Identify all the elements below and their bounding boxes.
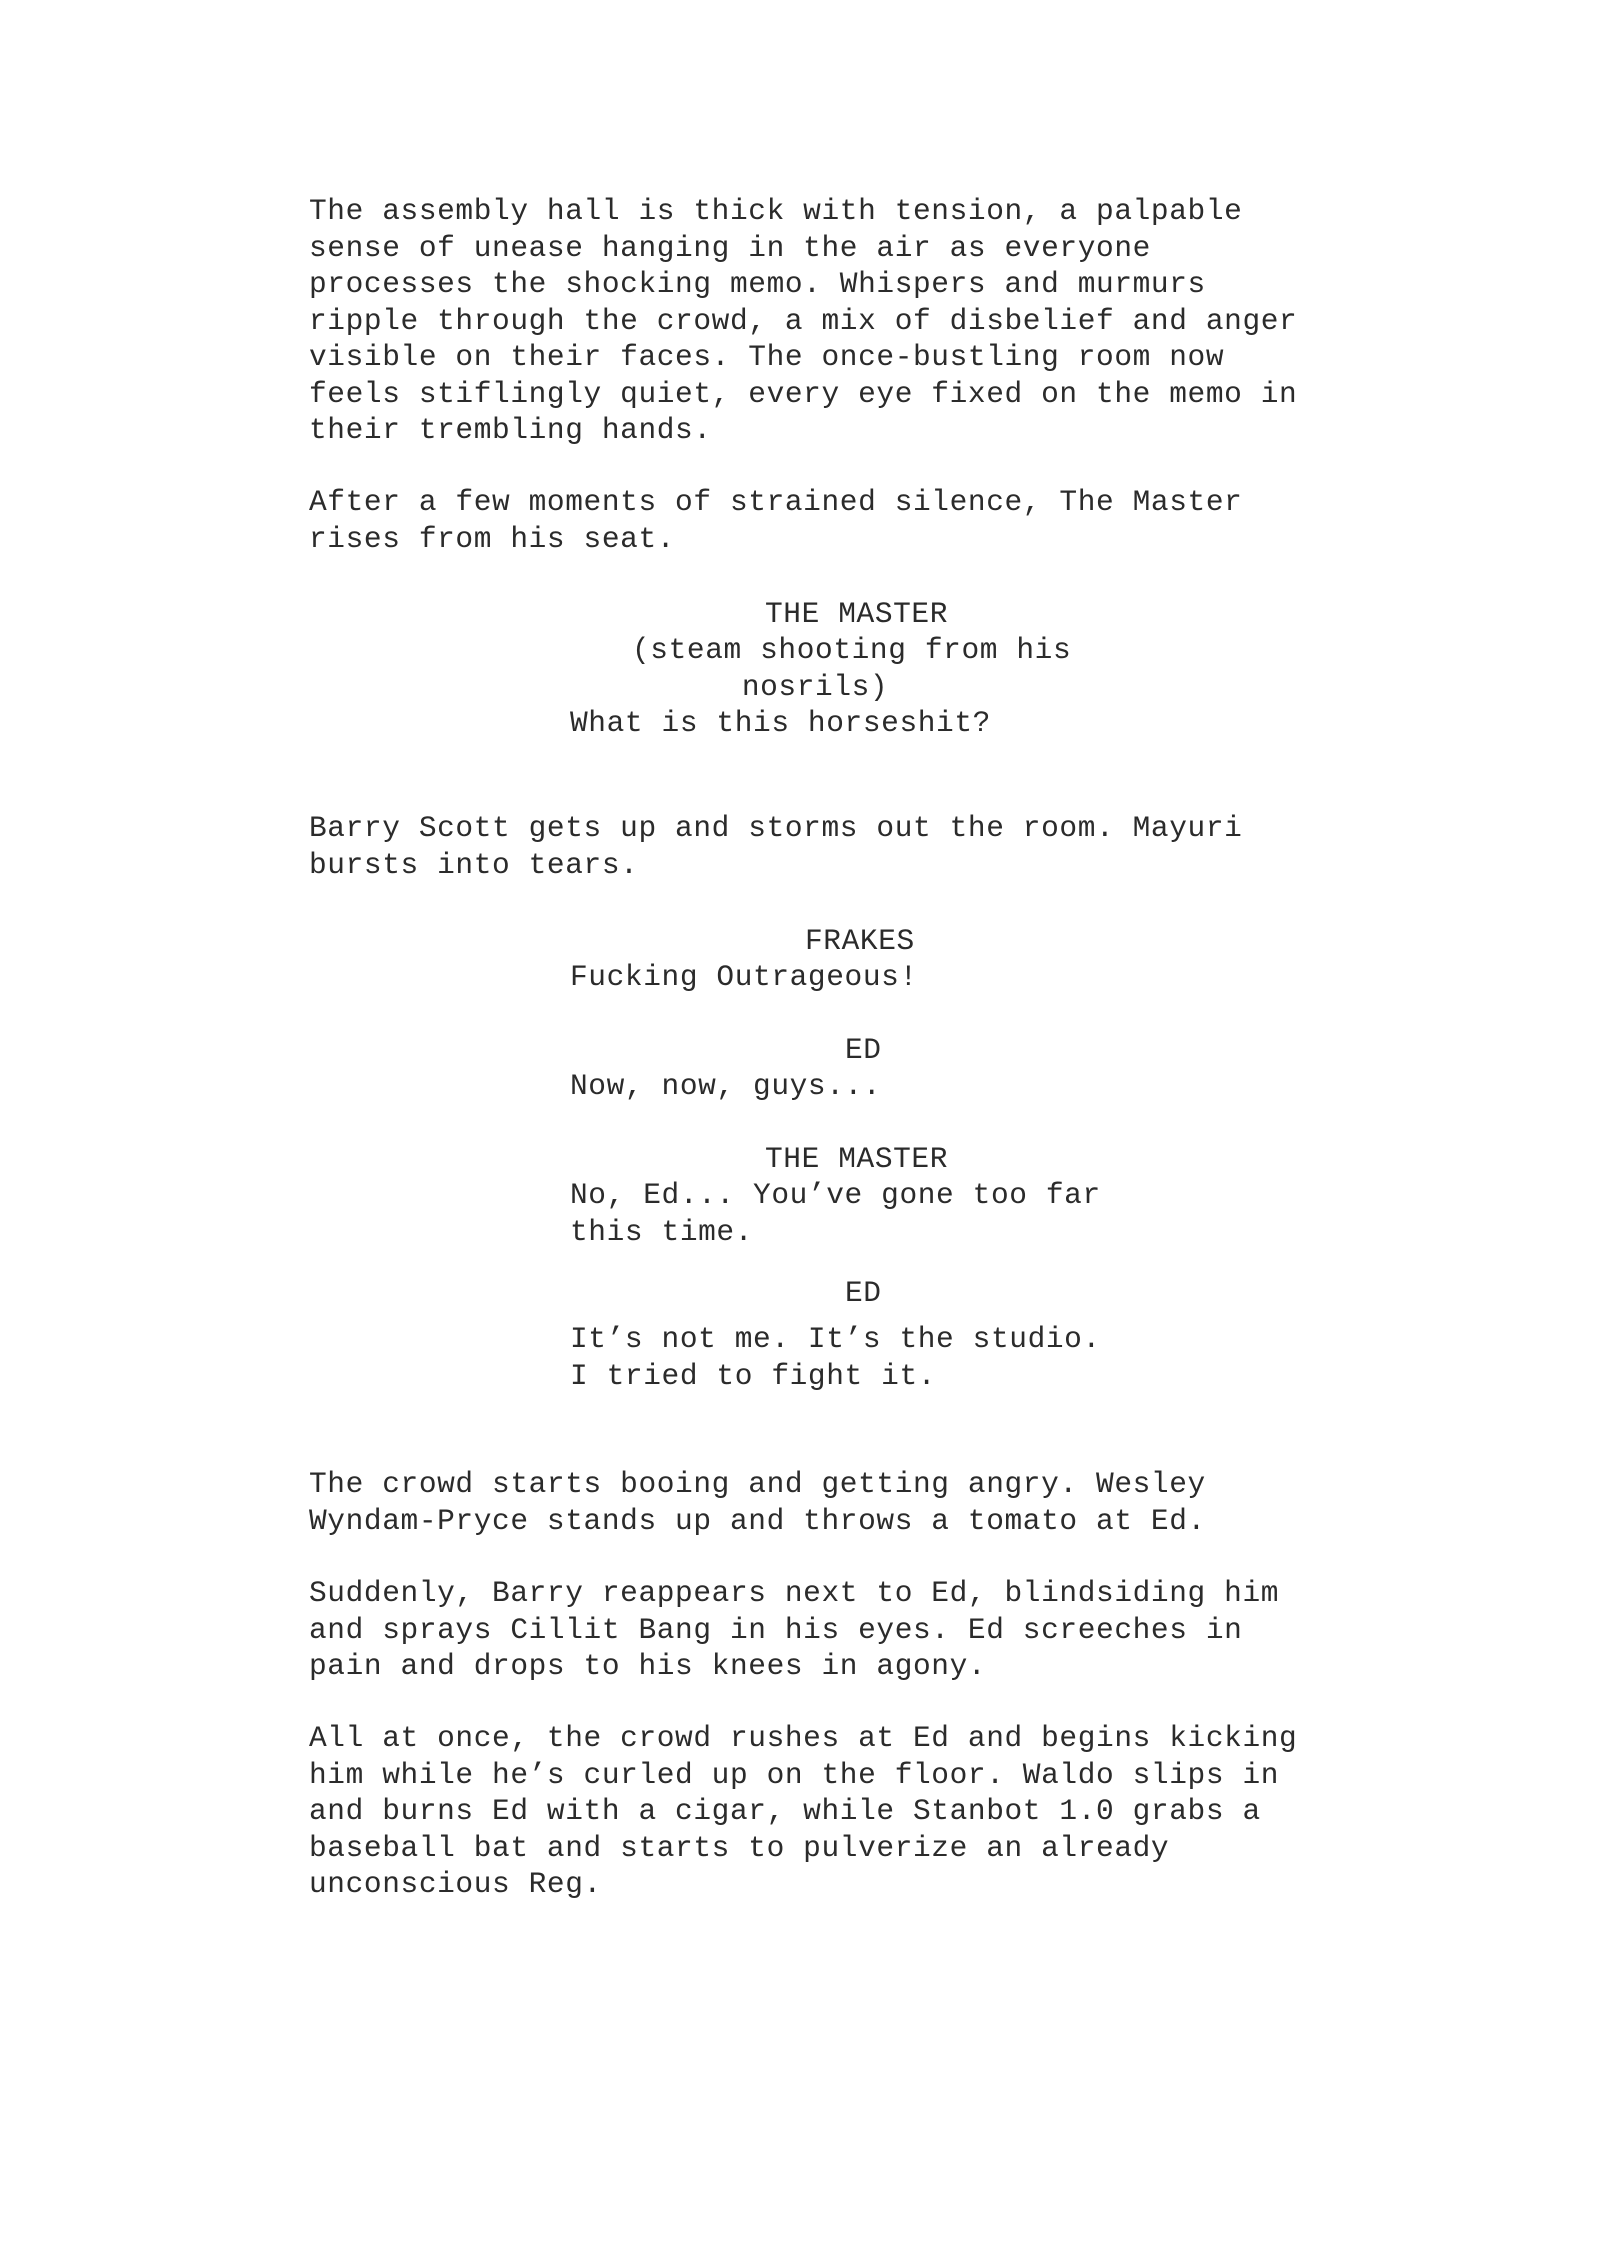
dialogue: Fucking Outrageous! (570, 960, 918, 994)
character-cue: ED (845, 1276, 882, 1310)
dialogue: Now, now, guys... (570, 1069, 882, 1103)
dialogue: It’s not me. It’s the studio. I tried to fight it. (570, 1322, 1101, 1393)
action-paragraph: Barry Scott gets up and storms out the room. Mayuri bursts into tears. (309, 811, 1243, 882)
character-cue: THE MASTER (765, 1142, 949, 1176)
character-cue: FRAKES (805, 924, 915, 958)
action-paragraph: The crowd starts booing and getting angry. Wesley Wyndam-Pryce stands up and throws a tomato at Ed. (309, 1467, 1206, 1538)
parenthetical: (steam shooting from his nosrils) (632, 633, 1072, 704)
action-paragraph: The assembly hall is thick with tension, a palpable sense of unease hanging in the air as everyone processes the shocking memo. Whispers and murmurs ripple through the crowd, a mix of disbelief and anger visible on their faces. The once-bustling room now feels stiflingly quiet, every eye fixed on the memo in their trembling hands. (309, 194, 1298, 447)
action-paragraph: After a few moments of strained silence, The Master rises from his seat. (309, 485, 1243, 556)
character-cue: THE MASTER (765, 597, 949, 631)
dialogue: What is this horseshit? (570, 706, 991, 740)
character-cue: ED (845, 1033, 882, 1067)
action-paragraph: Suddenly, Barry reappears next to Ed, blindsiding him and sprays Cillit Bang in his eyes. Ed screeches in pain and drops to his knees in agony. (309, 1576, 1280, 1683)
action-paragraph: All at once, the crowd rushes at Ed and begins kicking him while he’s curled up on the floor. Waldo slips in and burns Ed with a cigar, while Stanbot 1.0 grabs a baseball bat and starts to pulverize an already unconscious Reg. (309, 1721, 1298, 1901)
dialogue: No, Ed... You’ve gone too far this time. (570, 1178, 1101, 1249)
